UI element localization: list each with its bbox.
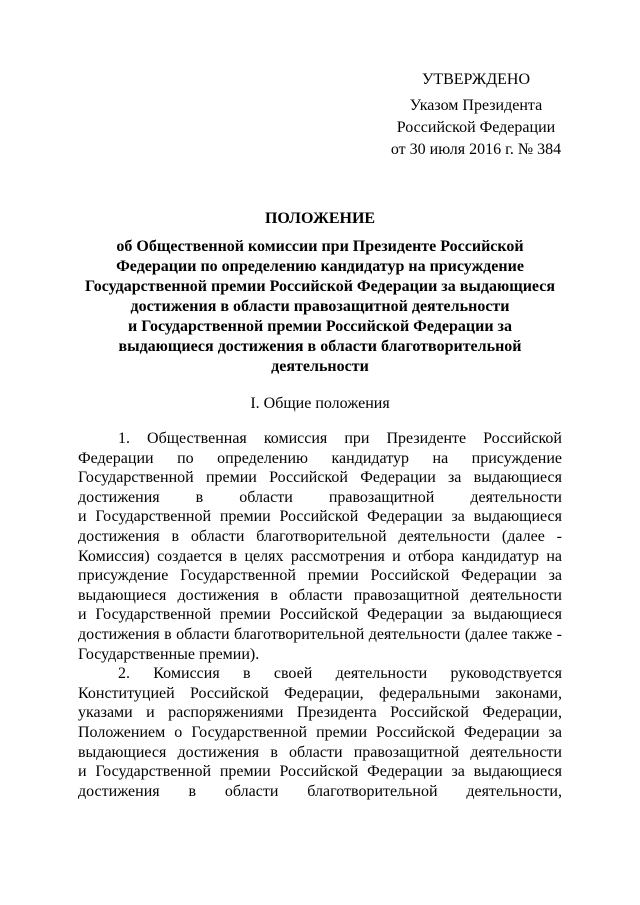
- title-line: и Государственной премии Российской Федерации за: [128, 318, 512, 335]
- text-line: выдающиеся достижения в области правозащитной деятельности: [78, 586, 562, 604]
- text-line: Комиссия) создается в целях рассмотрения и отбора кандидатур на: [78, 547, 562, 565]
- title-line: достижения в области правозащитной деятельности: [130, 298, 510, 315]
- text-line: присуждение Государственной премии Российской Федерации за: [78, 567, 562, 585]
- country-label: Российской Федерации: [396, 119, 556, 136]
- text-line: Федерации по определению кандидатур на присуждение: [78, 449, 562, 467]
- document-title-block: [62, 209, 578, 377]
- text-line: указами и распоряжениями Президента Российской Федерации,: [78, 704, 562, 722]
- text-line: Государственные премии).: [78, 645, 260, 663]
- text-line: Государственной премии Российской Федерации за выдающиеся: [78, 469, 562, 487]
- text-line: 1. Общественная комиссия при Президенте Российской: [118, 430, 562, 447]
- text-line: достижения в области благотворительной деятельности (далее также -: [78, 625, 562, 643]
- title-line: об Общественной комиссии при Президенте Российской: [116, 238, 524, 255]
- text-line: Положением о Государственной премии Российской Федерации за: [78, 723, 562, 741]
- title-line: выдающиеся достижения в области благотворительной: [118, 338, 522, 355]
- decree-date-number: от 30 июля 2016 г. № 384: [390, 141, 562, 158]
- text-line: достижения в области благотворительной деятельности (далее -: [78, 527, 562, 545]
- text-line: выдающиеся достижения в области правозащитной деятельности: [78, 743, 562, 761]
- title-line: Федерации по определению кандидатур на присуждение: [116, 258, 524, 275]
- document-title: ПОЛОЖЕНИЕ: [264, 210, 376, 227]
- approved-label: УТВЕРЖДЕНО: [421, 71, 530, 88]
- section-heading: I. Общие положения: [250, 395, 390, 412]
- document-body: [78, 429, 562, 801]
- decree-label: Указом Президента: [409, 97, 543, 114]
- text-line: достижения в области благотворительной деятельности,: [78, 782, 562, 800]
- paragraph-1: [78, 429, 562, 664]
- text-line: 2. Комиссия в своей деятельности руководствуется: [118, 665, 562, 683]
- paragraph-2: [78, 664, 562, 801]
- text-line: и Государственной премии Российской Федерации за выдающиеся: [78, 606, 562, 624]
- title-line: Государственной премии Российской Федерации за выдающиеся: [85, 278, 555, 295]
- text-line: и Государственной премии Российской Федерации за выдающиеся: [78, 508, 562, 526]
- title-line: деятельности: [271, 358, 369, 375]
- text-line: Конституцией Российской Федерации, федеральными законами,: [78, 684, 562, 702]
- text-line: и Государственной премии Российской Федерации за выдающиеся: [78, 763, 562, 781]
- text-line: достижения в области правозащитной деятельности: [78, 488, 562, 506]
